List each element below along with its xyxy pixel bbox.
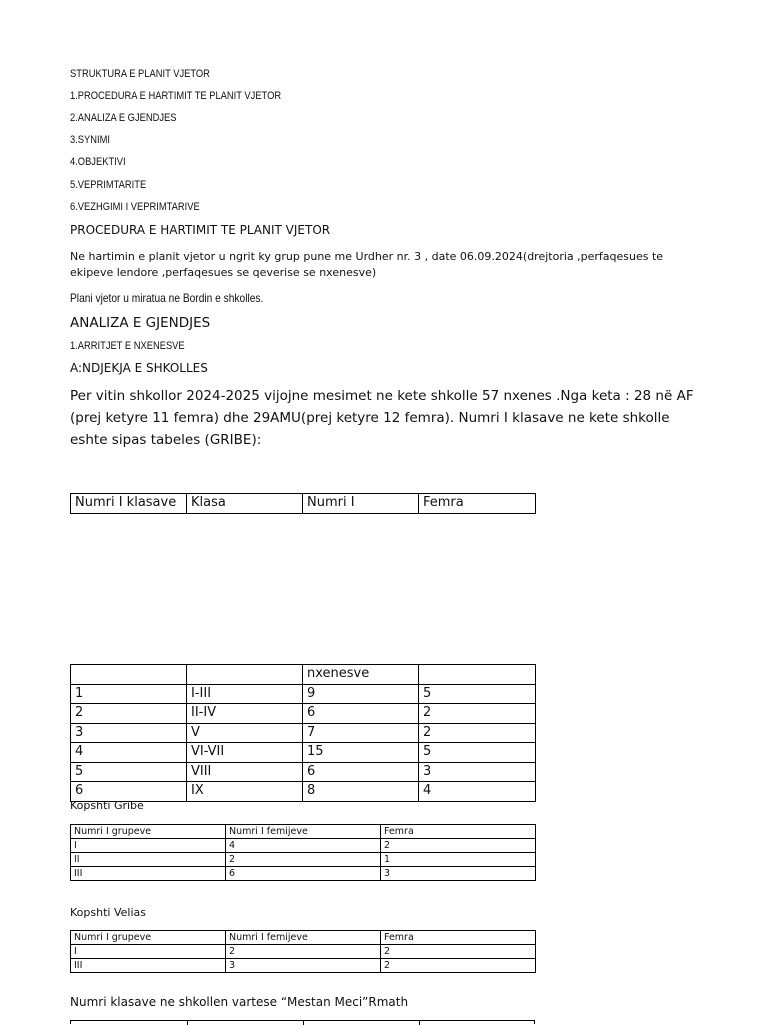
table-cell: Numri I klasave [71,494,187,514]
table-cell: 4 [419,782,536,802]
outline-item: 2.ANALIZA E GJENDJES [70,112,177,124]
table-row [71,684,536,704]
table-cell: 2 [419,723,536,743]
outline-item: 4.OBJEKTIVI [70,156,126,168]
table-cell: Femra [381,931,536,945]
kindergarten-velias-table [70,930,536,973]
branch-school-title: Numri klasave ne shkollen vartese “Mestan Meci”Rmath [70,995,409,1009]
outline-item: 6.VEZHGIMI I VEPRIMTARIVE [70,201,200,213]
table-row [71,704,536,724]
table-cell: III [71,959,226,973]
table-cell: V [187,723,303,743]
table-row [71,665,536,685]
table-cell: Femra [419,494,536,514]
table-row [71,959,536,973]
table-cell: II-IV [187,704,303,724]
table-cell: 4 [71,743,187,763]
kindergarten-velias-title: Kopshti Velias [70,906,146,919]
table-cell: 9 [303,684,419,704]
table-cell: 2 [71,704,187,724]
table-cell [419,665,536,685]
table-row [71,853,536,867]
analysis-paragraph: Per vitin shkollor 2024-2025 vijojne mesimet ne kete shkolle 57 nxenes .Nga keta : 28 në AF (prej ketyre 11 femra) dhe 29AMU(prej ketyre 12 femra). Numri I klasave ne kete shkolle eshte sipas tabeles (GRIBE): [70,388,694,448]
procedure-paragraph: Ne hartimin e planit vjetor u ngrit ky grup pune me Urdher nr. 3 , date 06.09.2024(drejtoria ,perfaqesues te ekipeve lendore ,perfaqesues se qeverise se nxenesve) [70,250,664,279]
procedure-approved: Plani vjetor u miratua ne Bordin e shkolles. [70,291,264,305]
outline-item: 3.SYNIMI [70,134,111,146]
table-cell: Numri I grupeve [71,825,226,839]
table-cell [187,665,303,685]
table-cell: Femra [381,825,536,839]
table-cell: I [71,945,226,959]
table-cell: III [71,867,226,881]
outline-item: 1.PROCEDURA E HARTIMIT TE PLANIT VJETOR [70,90,282,102]
table-row [71,867,536,881]
table-cell: 6 [303,704,419,724]
table-cell: Numri I grupeve [71,931,226,945]
procedure-heading: PROCEDURA E HARTIMIT TE PLANIT VJETOR [70,223,331,237]
table-cell: VIII [187,762,303,782]
table-cell: 6 [226,867,381,881]
table-cell: 5 [419,743,536,763]
table-cell: VI-VII [187,743,303,763]
outline-item: 5.VEPRIMTARITE [70,179,147,191]
table-row [71,945,536,959]
table-cell: 3 [419,762,536,782]
table-cell: II [71,853,226,867]
table-cell [71,665,187,685]
classes-table [70,664,536,802]
table-cell: 6 [71,782,187,802]
table-row [71,743,536,763]
table-cell: 2 [381,839,536,853]
table-cell: IX [187,782,303,802]
table-cell: 3 [226,959,381,973]
table-cell: Numri I femijeve [226,931,381,945]
analysis-sub2: A:NDJEKJA E SHKOLLES [70,361,208,375]
table-row [71,931,536,945]
outline-heading: STRUKTURA E PLANIT VJETOR [70,68,210,80]
table-cell: 2 [381,945,536,959]
table-row [71,494,536,514]
table-row [71,723,536,743]
analysis-heading: ANALIZA E GJENDJES [70,315,211,331]
table-cell: 2 [381,959,536,973]
kindergarten-gribe-table [70,824,536,881]
table-cell: 3 [71,723,187,743]
table-cell: Klasa [187,494,303,514]
table-cell: 6 [303,762,419,782]
table-cell: I-III [187,684,303,704]
table-cell: 2 [226,945,381,959]
table-cell: nxenesve [303,665,419,685]
table-cell: 2 [226,853,381,867]
classes-table-header [70,493,536,514]
table-row [71,762,536,782]
table-cell: 7 [303,723,419,743]
table-row [71,839,536,853]
table-row [71,825,536,839]
table-cell: 1 [381,853,536,867]
table-cell: Numri I femijeve [226,825,381,839]
table-cell: 15 [303,743,419,763]
table-cell: 1 [71,684,187,704]
table-cell: 4 [226,839,381,853]
table-cell: 3 [381,867,536,881]
table-cell: 5 [71,762,187,782]
table-cell: 5 [419,684,536,704]
table-cell: 8 [303,782,419,802]
table-cell: 2 [419,704,536,724]
branch-school-table-edge [70,1020,535,1024]
table-cell: I [71,839,226,853]
analysis-sub1: 1.ARRITJET E NXENESVE [70,340,185,352]
table-cell: Numri I [303,494,419,514]
kindergarten-gribe-title: Kopshti Gribe [70,799,144,812]
